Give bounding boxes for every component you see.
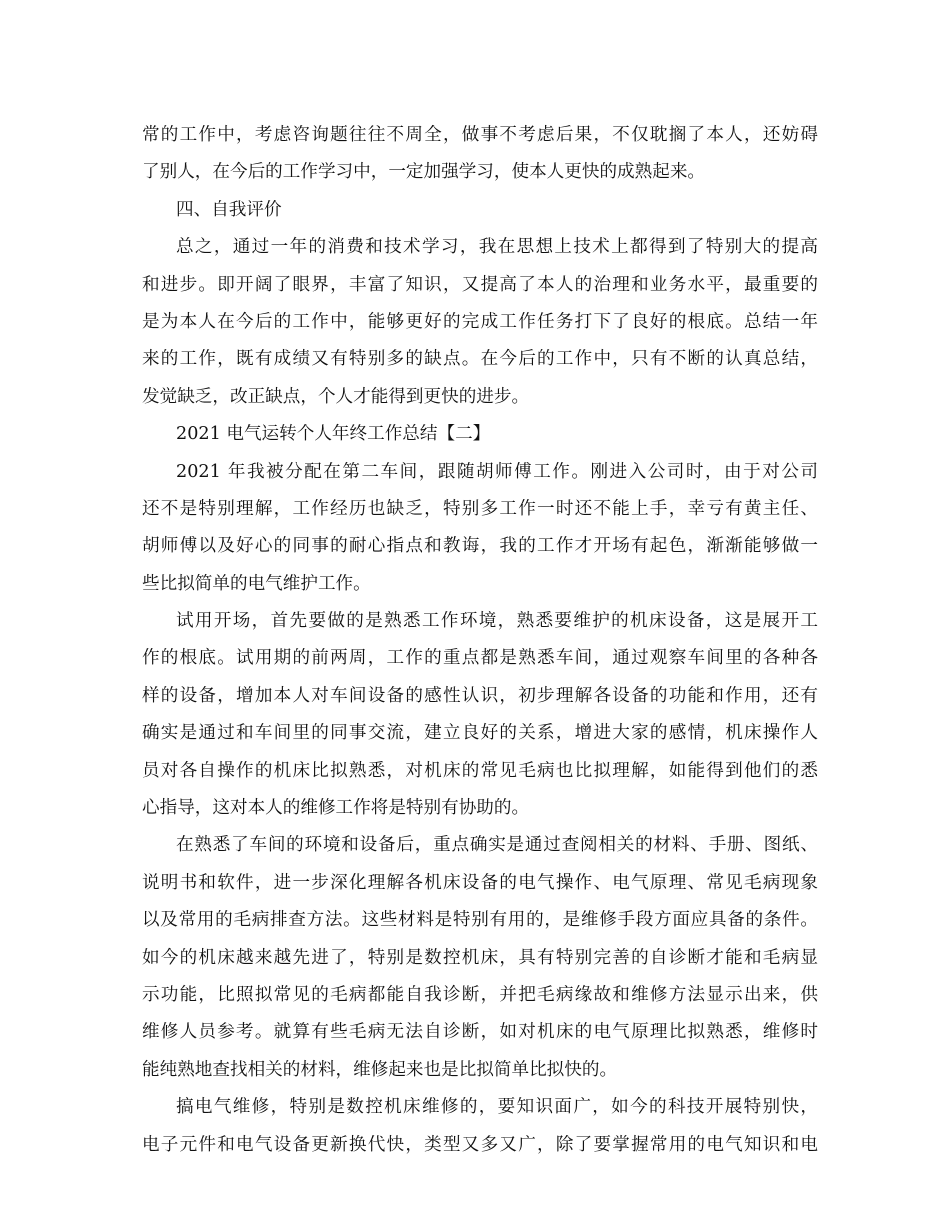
text-line: 2021 电气运转个人年终工作总结【二】 bbox=[176, 424, 491, 445]
text-line: 电子元件和电气设备更新换代快，类型又多又广，除了要掌握常用的电气知识和电 bbox=[142, 1134, 818, 1155]
text-line: 在熟悉了车间的环境和设备后，重点确实是通过查阅相关的材料、手册、图纸、 bbox=[176, 835, 818, 856]
text-line: 心指导，这对本人的维修工作将是特别有协助的。 bbox=[142, 798, 530, 819]
text-line: 确实是通过和车间里的同事交流，建立良好的关系，增进大家的感情，机床操作人 bbox=[142, 723, 818, 744]
text-line: 还不是特别理解，工作经历也缺乏，特别多工作一时还不能上手，幸亏有黄主任、 bbox=[142, 498, 818, 519]
text-line: 员对各自操作的机床比拟熟悉，对机床的常见毛病也比拟理解，如能得到他们的悉 bbox=[142, 760, 818, 781]
text-line: 来的工作，既有成绩又有特别多的缺点。在今后的工作中，只有不断的认真总结， bbox=[142, 349, 818, 370]
document-body bbox=[142, 117, 818, 1164]
text-line: 胡师傅以及好心的同事的耐心指点和教诲，我的工作才开场有起色，渐渐能够做一 bbox=[142, 536, 818, 557]
text-line: 发觉缺乏，改正缺点，个人才能得到更快的进步。 bbox=[142, 386, 530, 407]
text-line: 能纯熟地查找相关的材料，维修起来也是比拟简单比拟快的。 bbox=[142, 1059, 618, 1080]
text-line: 了别人，在今后的工作学习中，一定加强学习，使本人更快的成熟起来。 bbox=[142, 162, 706, 183]
text-line: 总之，通过一年的消费和技术学习，我在思想上技术上都得到了特别大的提高 bbox=[176, 237, 818, 258]
text-line: 维修人员参考。就算有些毛病无法自诊断，如对机床的电气原理比拟熟悉，维修时 bbox=[142, 1022, 818, 1043]
text-line: 搞电气维修，特别是数控机床维修的，要知识面广，如今的科技开展特别快， bbox=[176, 1097, 818, 1118]
text-line: 如今的机床越来越先进了，特别是数控机床，具有特别完善的自诊断才能和毛病显 bbox=[142, 947, 818, 968]
text-line: 和进步。即开阔了眼界，丰富了知识，又提高了本人的治理和业务水平，最重要的 bbox=[142, 274, 818, 295]
text-line: 是为本人在今后的工作中，能够更好的完成工作任务打下了良好的根底。总结一年 bbox=[142, 311, 818, 332]
text-line: 常的工作中，考虑咨询题往往不周全，做事不考虑后果，不仅耽搁了本人，还妨碍 bbox=[142, 125, 818, 145]
text-line: 四、自我评价 bbox=[176, 199, 282, 220]
text-line: 作的根底。试用期的前两周，工作的重点都是熟悉车间，通过观察车间里的各种各 bbox=[142, 648, 818, 669]
text-line: 些比拟简单的电气维护工作。 bbox=[142, 573, 371, 594]
text-line: 2021 年我被分配在第二车间，跟随胡师傅工作。刚进入公司时，由于对公司 bbox=[176, 461, 818, 482]
text-line: 示功能，比照拟常见的毛病都能自我诊断，并把毛病缘故和维修方法显示出来，供 bbox=[142, 984, 818, 1005]
text-line: 试用开场，首先要做的是熟悉工作环境，熟悉要维护的机床设备，这是展开工 bbox=[176, 611, 818, 632]
text-line: 以及常用的毛病排查方法。这些材料是特别有用的，是维修手段方面应具备的条件。 bbox=[142, 910, 818, 931]
text-line: 样的设备，增加本人对车间设备的感性认识，初步理解各设备的功能和作用，还有 bbox=[142, 685, 818, 706]
text-line: 说明书和软件，进一步深化理解各机床设备的电气操作、电气原理、常见毛病现象 bbox=[142, 872, 818, 893]
